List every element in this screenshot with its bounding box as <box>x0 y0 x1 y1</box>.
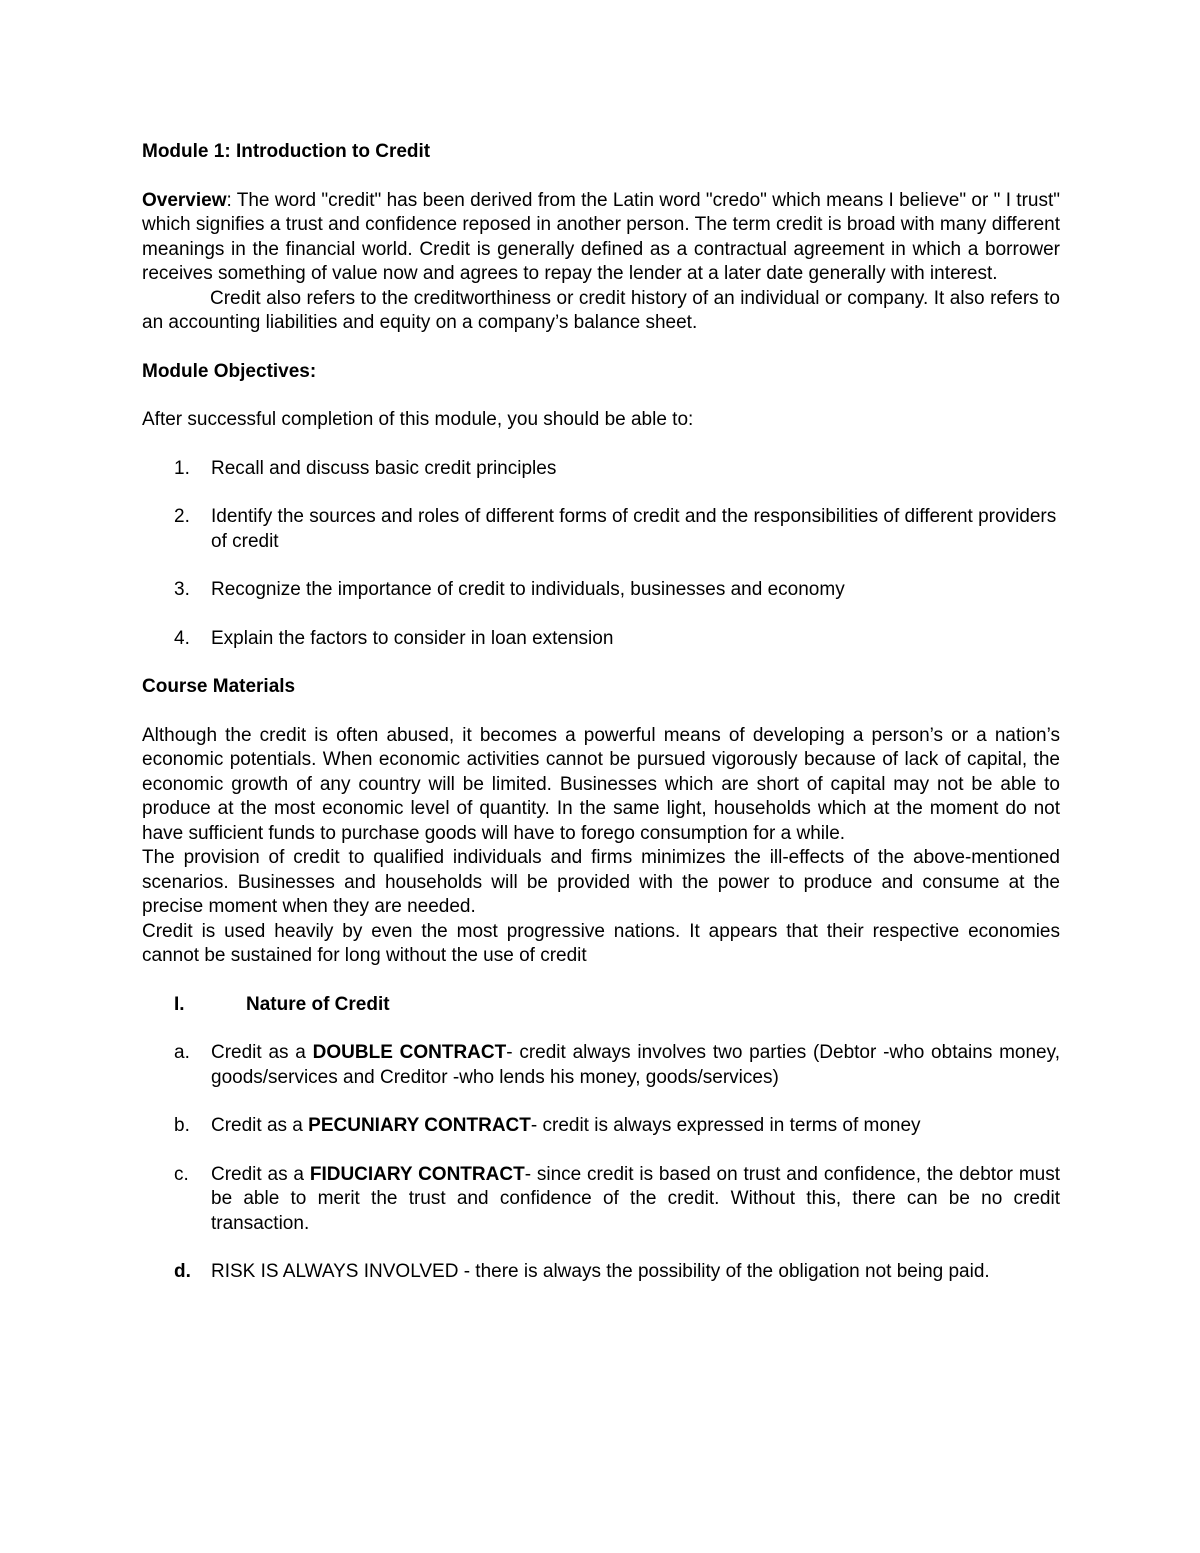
nature-item-keyword: DOUBLE CONTRACT <box>312 1042 507 1063</box>
course-materials-paragraph-3: Credit is used heavily by even the most progressive nations. It appears that their respective economies cannot be sustained for long without the use of credit <box>142 920 1060 966</box>
nature-item-keyword: PECUNIARY CONTRACT <box>308 1115 531 1136</box>
objective-number: 3. <box>174 579 190 600</box>
section-title: Nature of Credit <box>246 993 390 1015</box>
objective-number: 4. <box>174 627 190 649</box>
objective-number: 1. <box>174 457 190 479</box>
section-numeral: I. <box>174 993 185 1015</box>
nature-item-letter: d. <box>174 1261 191 1282</box>
nature-item-letter: a. <box>174 1042 190 1063</box>
nature-item-prefix: Credit as a <box>211 1042 313 1063</box>
objective-item <box>142 627 1060 652</box>
objective-item <box>142 457 1060 482</box>
objectives-list <box>142 457 1060 652</box>
overview-paragraph-2: Credit also refers to the creditworthiness or credit history of an individual or company. It also refers to an accounting liabilities and equity on a company’s balance sheet. <box>142 287 1060 333</box>
nature-item-prefix: Credit as a <box>211 1163 310 1185</box>
objective-text: Identify the sources and roles of different forms of credit and the responsibilities of different providers of credit <box>211 506 1057 552</box>
overview-colon: : <box>226 189 232 211</box>
nature-item-text: - credit always involves two parties (Debtor -who obtains money, goods/services and Creditor -who lends his money, goods/services) <box>211 1042 1060 1088</box>
nature-item-keyword: FIDUCIARY CONTRACT <box>309 1163 525 1185</box>
nature-item <box>142 1163 1060 1237</box>
course-materials-heading: Course Materials <box>142 676 296 697</box>
objectives-intro: After successful completion of this module, you should be able to: <box>142 409 694 430</box>
objective-item <box>142 505 1060 554</box>
nature-item <box>142 1041 1060 1090</box>
module-title: Module 1: Introduction to Credit <box>142 141 431 162</box>
overview-text: The word "credit" has been derived from the Latin word "credo" which means I believe" or " I trust" which signifies a trust and confidence reposed in another person. The term credit is broad with many different meanings in the financial world. Credit is generally defined as a contractual agreement in which a borrower receives something of value now and agrees to repay the lender at a later date generally with interest. <box>142 189 1060 284</box>
nature-item <box>142 1114 1060 1139</box>
nature-of-credit-heading <box>142 993 1060 1018</box>
document-page <box>142 140 1060 1309</box>
objective-number: 2. <box>174 506 190 527</box>
objectives-heading: Module Objectives: <box>142 360 317 382</box>
nature-item-text: - since credit is based on trust and confidence, the debtor must be able to merit the trust and confidence of the credit. Without this, there can be no credit transaction. <box>211 1163 1060 1234</box>
nature-item-prefix: Credit as a <box>211 1115 309 1136</box>
nature-item-letter: b. <box>174 1115 190 1136</box>
nature-item-text: RISK IS ALWAYS INVOLVED - there is always the possibility of the obligation not being paid. <box>211 1261 990 1282</box>
objective-item <box>142 578 1060 603</box>
course-materials-paragraph-2: The provision of credit to qualified individuals and firms minimizes the ill-effects of the above-mentioned scenarios. Businesses and households will be provided with the power to produce and consume at the precise moment when they are needed. <box>142 847 1060 917</box>
overview-paragraph <box>142 189 1060 287</box>
objective-text: Recall and discuss basic credit principles <box>211 457 557 479</box>
course-materials-paragraph-1: Although the credit is often abused, it becomes a powerful means of developing a person’s or a nation’s economic potentials. When economic activities cannot be pursued vigorously because of lack of capital, the economic growth of any country will be limited. Businesses which are short of capital may not be able to produce at the most economic level of quantity. In the same light, households which at the moment do not have sufficient funds to purchase goods will have to forego consumption for a while. <box>142 724 1060 844</box>
nature-item <box>142 1260 1060 1285</box>
objective-text: Recognize the importance of credit to individuals, businesses and economy <box>211 579 845 600</box>
nature-item-text: - credit is always expressed in terms of money <box>530 1115 921 1136</box>
nature-item-letter: c. <box>174 1163 189 1185</box>
overview-label: Overview <box>142 189 227 211</box>
objective-text: Explain the factors to consider in loan extension <box>211 627 614 649</box>
